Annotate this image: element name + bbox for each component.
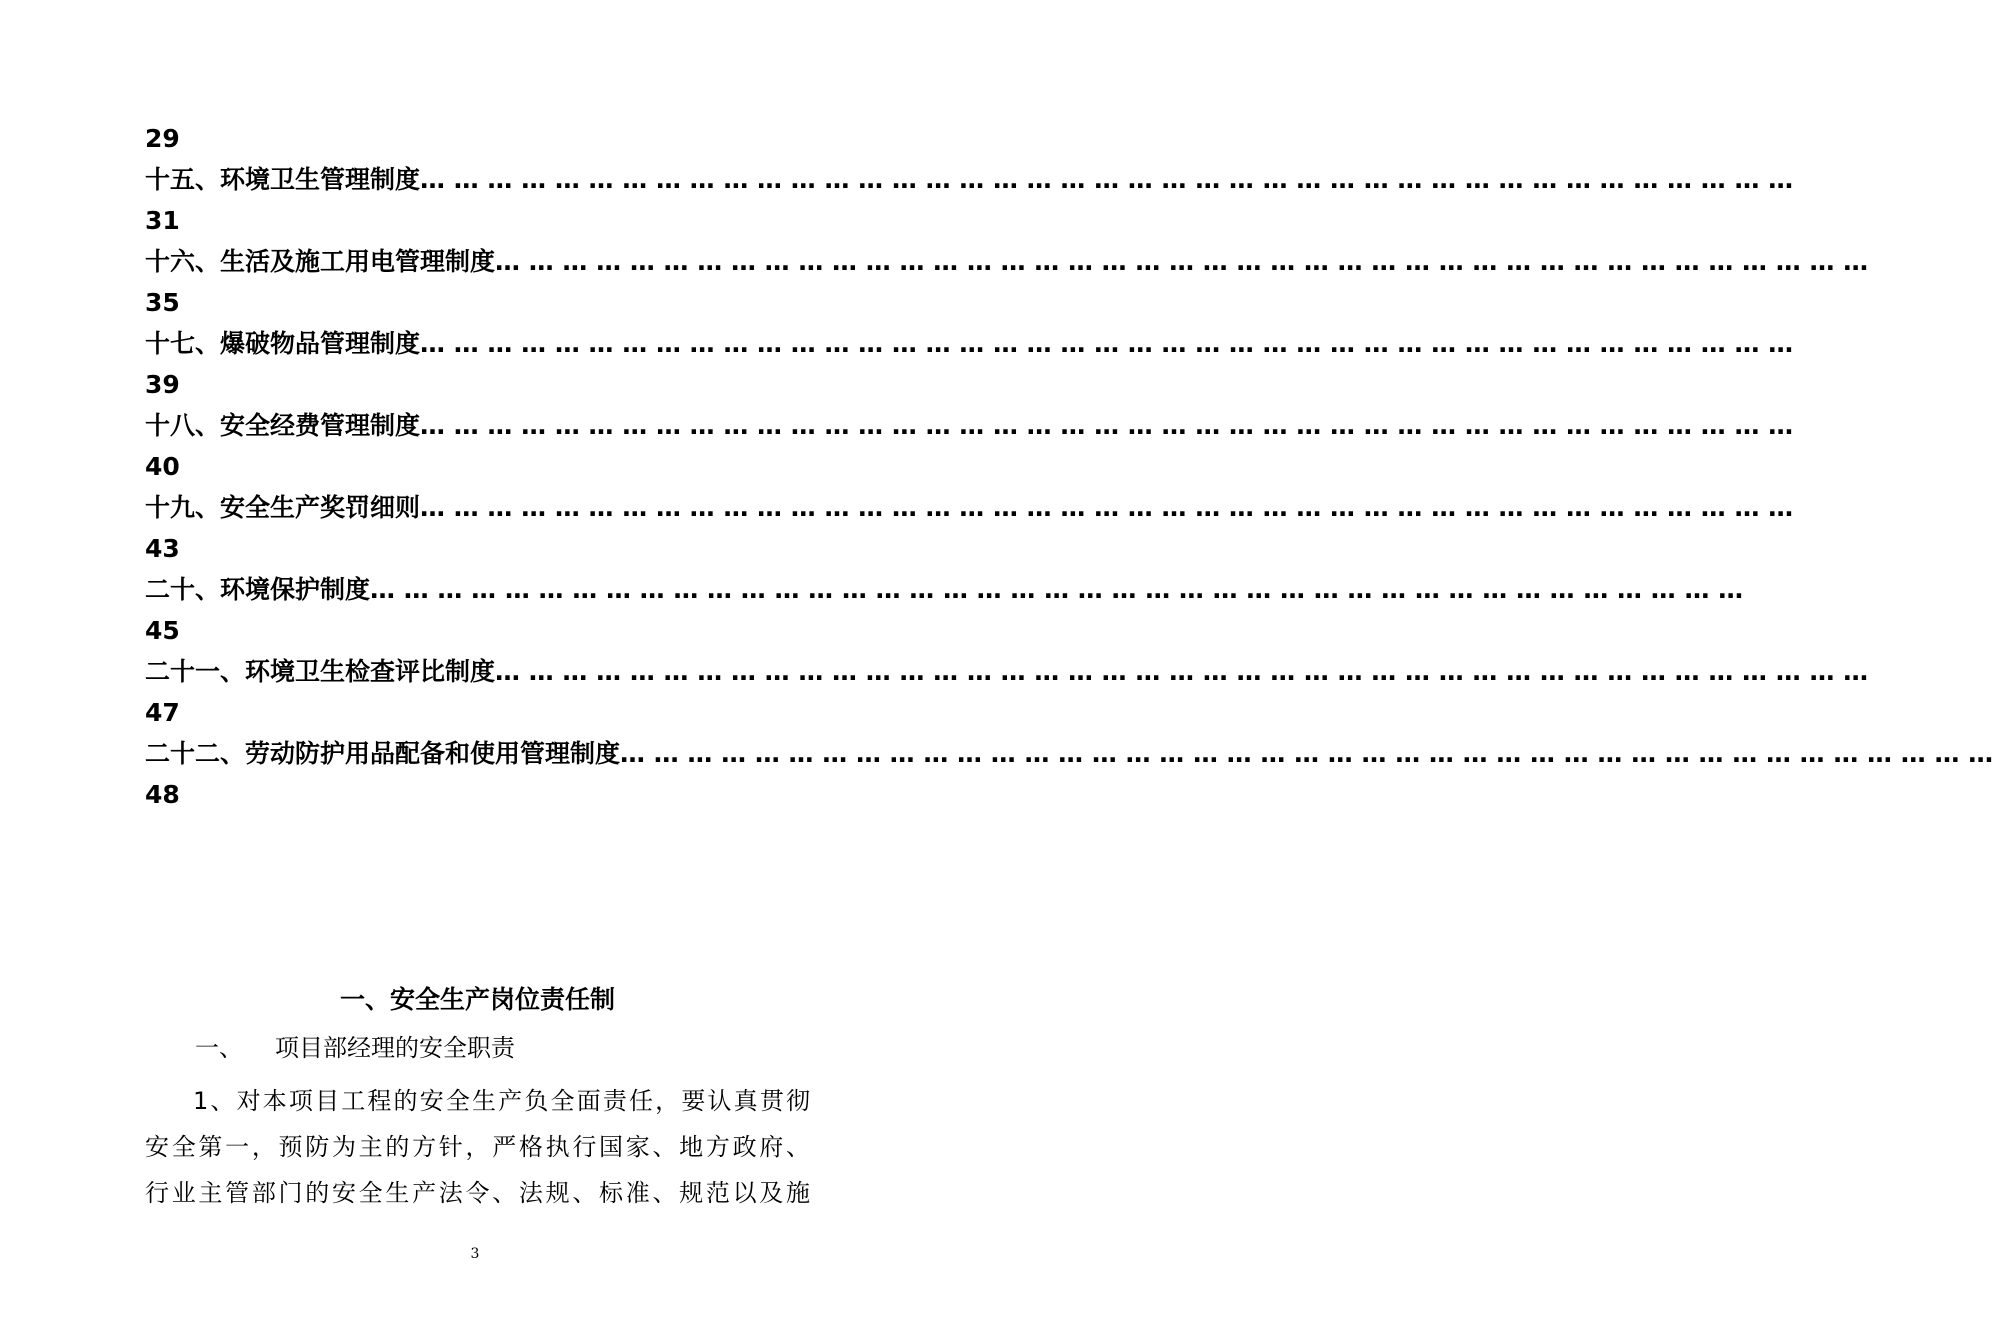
toc-entry-title: 二十二、劳动防护用品配备和使用管理制度	[145, 739, 621, 768]
toc-page-number: 45	[145, 616, 180, 645]
toc-entry[interactable]	[145, 159, 1794, 200]
body-line: 1、对本项目工程的安全生产负全面责任，要认真贯彻	[193, 1087, 810, 1115]
toc-leader: … … … … … … … … … … … … … … … … … … … … … … … … … … … … … … … … … … … … … … … … …	[420, 329, 1794, 358]
toc-leader: … … … … … … … … … … … … … … … … … … … … … … … … … … … … … … … … … … … … … … … … …	[420, 493, 1794, 522]
toc-entry-title: 十五、环境卫生管理制度	[145, 165, 421, 194]
toc-page-number: 35	[145, 288, 180, 317]
toc-page-number: 31	[145, 206, 180, 235]
toc-page-number: 39	[145, 370, 180, 399]
toc-entry[interactable]	[145, 569, 1744, 610]
toc-entry[interactable]	[145, 323, 1794, 364]
toc-leader: … … … … … … … … … … … … … … … … … … … … … … … … … … … … … … … … … … … … … … … … …	[620, 739, 1993, 768]
body-paragraph	[145, 1078, 810, 1216]
toc-leader: … … … … … … … … … … … … … … … … … … … … … … … … … … … … … … … … … … … … … … … … …	[420, 165, 1794, 194]
toc-entry-title: 二十、环境保护制度	[145, 575, 371, 604]
toc-entry-title: 十七、爆破物品管理制度	[145, 329, 421, 358]
toc-leader: … … … … … … … … … … … … … … … … … … … … … … … … … … … … … … … … … … … … … … … … …	[370, 575, 1744, 604]
toc-entry[interactable]	[145, 241, 1869, 282]
toc-page-number: 43	[145, 534, 180, 563]
toc-entry-title: 二十一、环境卫生检查评比制度	[145, 657, 496, 686]
toc-entry-title: 十九、安全生产奖罚细则	[145, 493, 421, 522]
subheading-text: 项目部经理的安全职责	[275, 1034, 515, 1062]
toc-entry-title: 十八、安全经费管理制度	[145, 411, 421, 440]
subheading	[195, 1028, 515, 1068]
toc-entry[interactable]	[145, 487, 1794, 528]
toc-entry[interactable]	[145, 733, 1993, 774]
toc-page-number: 40	[145, 452, 180, 481]
toc-leader: … … … … … … … … … … … … … … … … … … … … … … … … … … … … … … … … … … … … … … … … …	[495, 657, 1869, 686]
toc-page-number: 48	[145, 780, 180, 809]
toc-page-number: 47	[145, 698, 180, 727]
body-line: 行业主管部门的安全生产法令、法规、标准、规范以及施	[145, 1179, 810, 1207]
body-line: 安全第一，预防为主的方针，严格执行国家、地方政府、	[145, 1133, 810, 1161]
page-number: 3	[470, 1246, 480, 1262]
table-of-contents	[145, 118, 1993, 815]
section-title: 一、安全生产岗位责任制	[339, 985, 615, 1014]
toc-page-number: 29	[145, 124, 180, 153]
toc-entry-title: 十六、生活及施工用电管理制度	[145, 247, 496, 276]
subheading-number: 一、	[195, 1034, 243, 1062]
toc-leader: … … … … … … … … … … … … … … … … … … … … … … … … … … … … … … … … … … … … … … … … …	[420, 411, 1794, 440]
toc-entry[interactable]	[145, 651, 1869, 692]
toc-leader: … … … … … … … … … … … … … … … … … … … … … … … … … … … … … … … … … … … … … … … … …	[495, 247, 1869, 276]
toc-entry[interactable]	[145, 405, 1794, 446]
